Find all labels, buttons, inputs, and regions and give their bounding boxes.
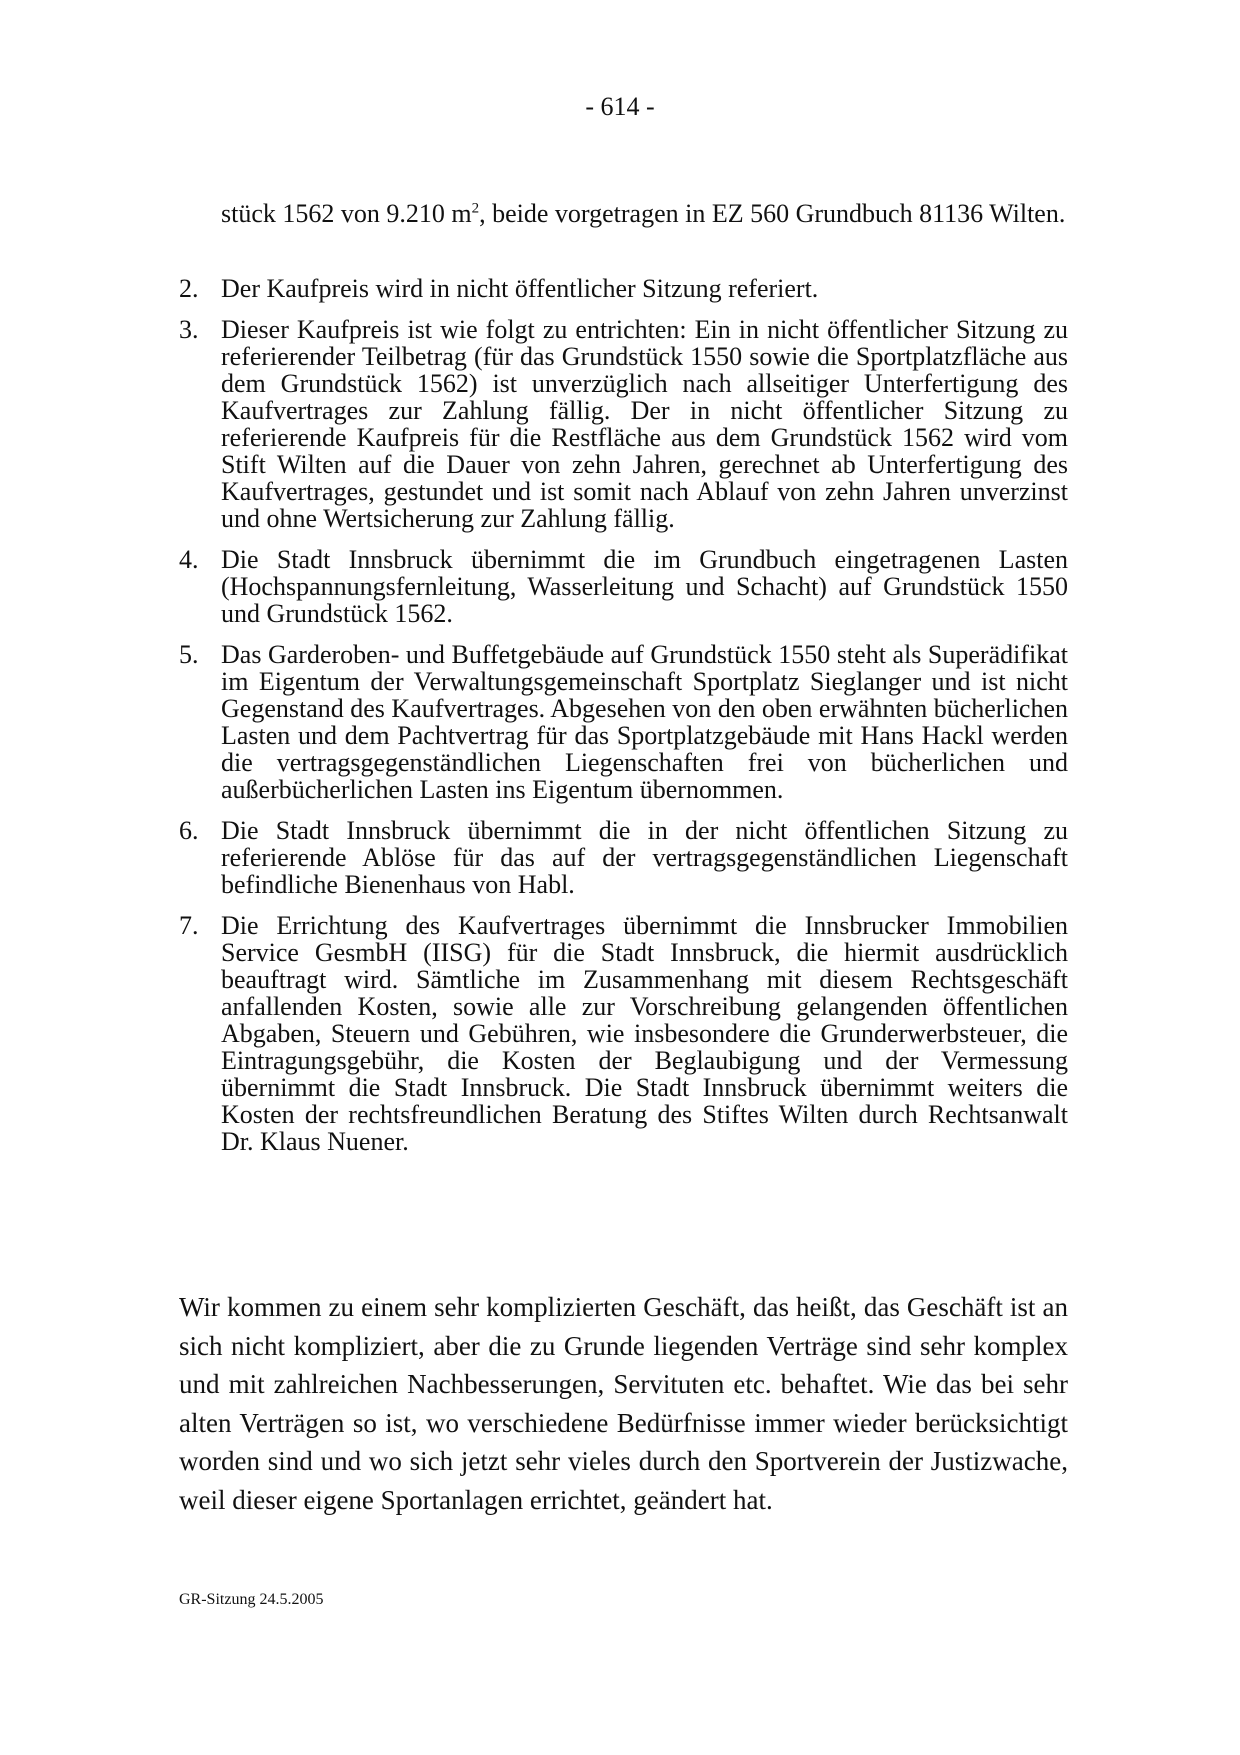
list-item-number: 4.: [179, 545, 199, 574]
list-item-5: [179, 641, 1068, 803]
list-item-text: Das Garderoben- und Buffetgebäude auf Grundstück 1550 steht als Superädifikat im Eigentum der Verwaltungsgemeinschaft Sportplatz Sieglanger und ist nicht Gegenstand des Kaufvertrages. Abgesehen von den oben erwähnten bücherlichen Lasten und dem Pachtvertrag für das Sportplatzgebäude mit Hans Hackl werden die vertragsgegenständlichen Liegenschaften frei von bücherlichen und außerbücherlichen Lasten ins Eigentum übernommen.: [221, 640, 1068, 804]
list-item-number: 3.: [179, 315, 199, 344]
list-item-text: Der Kaufpreis wird in nicht öffentlicher Sitzung referiert.: [221, 274, 819, 303]
list-item-number: 6.: [179, 816, 199, 845]
superscript-exponent: 2: [471, 200, 480, 217]
numbered-list: [179, 275, 1068, 1169]
continuation-text-start: stück 1562 von 9.210 m: [221, 199, 472, 228]
list-item-text: Die Stadt Innsbruck übernimmt die in der nicht öffentlichen Sitzung zu referierende Ablöse für das auf der vertragsgegenständlichen Liegenschaft befindliche Bienenhaus von Habl.: [221, 816, 1068, 899]
continuation-text-end: , beide vorgetragen in EZ 560 Grundbuch 81136 Wilten.: [479, 199, 1066, 228]
list-item-number: 2.: [179, 274, 199, 303]
list-item-number: 5.: [179, 640, 199, 669]
page-number: - 614 -: [585, 92, 655, 121]
list-item-text: Die Errichtung des Kaufvertrages übernimmt die Innsbrucker Immobilien Service GesmbH (IISG) für die Stadt Innsbruck, die hiermit ausdrücklich beauftragt wird. Sämtliche im Zusammenhang mit diesem Rechtsgeschäft anfallenden Kosten, sowie alle zur Vorschreibung gelangenden öffentlichen Abgaben, Steuern und Gebühren, wie insbesondere die Grunderwerbsteuer, die Eintragungsgebühr, die Kosten der Beglaubigung und der Vermessung übernimmt die Stadt Innsbruck. Die Stadt Innsbruck übernimmt weiters die Kosten der rechtsfreundlichen Beratung des Stiftes Wilten durch Rechtsanwalt Dr. Klaus Nuener.: [221, 911, 1068, 1156]
list-item-number: 7.: [179, 911, 199, 940]
list-item-text: Die Stadt Innsbruck übernimmt die im Grundbuch eingetragenen Lasten (Hochspannungsfernleitung, Wasserleitung und Schacht) auf Grundstück 1550 und Grundstück 1562.: [221, 545, 1068, 628]
list-item-text: Dieser Kaufpreis ist wie folgt zu entrichten: Ein in nicht öffentlicher Sitzung zu referierender Teilbetrag (für das Grundstück 1550 sowie die Sportplatzfläche aus dem Grundstück 1562) ist unverzüglich nach allseitiger Unterfertigung des Kaufvertrages zur Zahlung fällig. Der in nicht öffentlicher Sitzung zu referierende Kaufpreis für die Restfläche aus dem Grundstück 1562 wird vom Stift Wilten auf die Dauer von zehn Jahren, gerechnet ab Unterfertigung des Kaufvertrages, gestundet und ist somit nach Ablauf von zehn Jahren unverzinst und ohne Wertsicherung zur Zahlung fällig.: [221, 315, 1068, 533]
list-item-4: [179, 546, 1068, 627]
list-item-2: [179, 275, 1068, 302]
footer-session-date: GR-Sitzung 24.5.2005: [179, 1591, 324, 1608]
continuation-text: [221, 200, 1068, 227]
body-paragraph: Wir kommen zu einem sehr komplizierten Geschäft, das heißt, das Geschäft ist an sich nicht kompliziert, aber die zu Grunde liegenden Verträge sind sehr komplex und mit zahlreichen Nachbesserungen, Servituten etc. behaftet. Wie das bei sehr alten Verträgen so ist, wo verschiedene Bedürfnisse immer wieder berücksichtigt worden sind und wo sich jetzt sehr vieles durch den Sportverein der Justizwache, weil dieser eigene Sportanlagen errichtet, geändert hat.: [179, 1292, 1068, 1515]
list-item-6: [179, 817, 1068, 898]
list-item-3: [179, 316, 1068, 532]
list-item-7: [179, 912, 1068, 1155]
